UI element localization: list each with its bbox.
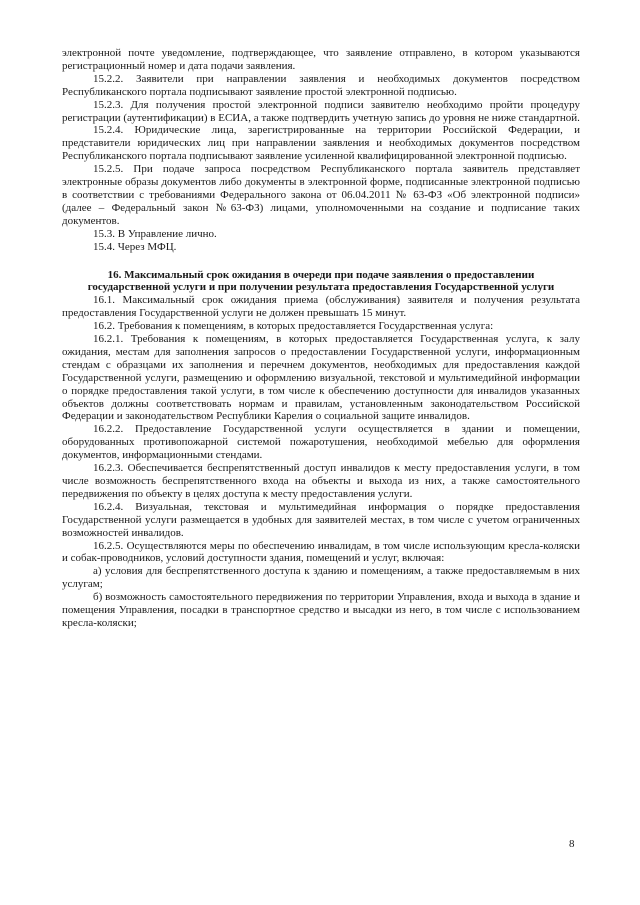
paragraph: 15.2.3. Для получения простой электронной подписи заявителю необходимо пройти процедуру регистрации (аутентификации) в ЕСИА, а также подтвердить учетную запись до уровня не ниже стандартной.: [62, 98, 580, 124]
paragraph: 16.2.5. Осуществляются меры по обеспечению инвалидам, в том числе использующим кресла-коляски и собак-проводников, условий доступности здания, помещений и услуг, включая:: [62, 539, 580, 565]
paragraph: 15.2.2. Заявители при направлении заявления и необходимых документов посредством Республиканского портала подписывают заявление простой электронной подписью.: [62, 72, 580, 98]
paragraphs-after-section: [62, 294, 580, 630]
paragraph: а) условия для беспрепятственного доступа к зданию и помещениям, а также предоставляемым в них услугам;: [62, 565, 580, 591]
paragraph: 16.2.2. Предоставление Государственной услуги осуществляется в здании и помещении, оборудованных противопожарной системой пожаротушения, необходимой мебелью для оформления документов, информационными стендами.: [62, 423, 580, 462]
paragraph: электронной почте уведомление, подтверждающее, что заявление отправлено, в котором указываются регистрационный номер и дата подачи заявления.: [62, 47, 580, 72]
paragraph: 16.2.4. Визуальная, текстовая и мультимедийная информация о порядке предоставления Государственной услуги размещается в удобных для заявителей местах, в том числе с учетом ограниченных возможностей инвалидов.: [62, 500, 580, 539]
page-number: 8: [569, 838, 575, 850]
paragraphs-before-section: [62, 47, 580, 254]
paragraph: 15.2.4. Юридические лица, зарегистрированные на территории Российской Федерации, и представители юридических лиц при направлении заявления и необходимых документов посредством Республиканского портала подписывают заявление усиленной квалифицированной электронной подписью.: [62, 124, 580, 163]
section-heading: 16. Максимальный срок ожидания в очереди при подаче заявления о предоставлении государственной услуги и при получении результата предоставления Государственной услуги: [87, 268, 555, 294]
paragraph: 16.1. Максимальный срок ожидания приема (обслуживания) заявителя и получения результата предоставления Государственной услуги не должен превышать 15 минут.: [62, 294, 580, 320]
paragraph: 15.2.5. При подаче запроса посредством Республиканского портала заявитель представляет электронные образы документов либо документы в электронной форме, подписанные электронной подписью в соответствии с требованиями Федерального закона от 06.04.2011 № 63-ФЗ «Об электронной подписи» (далее – Федеральный закон №63-ФЗ) лицами, уполномоченными на создание и подписание таких документов.: [62, 163, 580, 227]
paragraph: 16.2.1. Требования к помещениям, в которых предоставляется Государственная услуга, к залу ожидания, местам для заполнения запросов о предоставлении Государственной услуги, информационным стендам с образцами их заполнения и перечнем документов, необходимых для предоставления каждой Государственной услуги, размещению и оформлению визуальной, текстовой и мультимедийной информации о порядке предоставления такой услуги, в том числе к обеспечению доступности для инвалидов указанных объектов должны соответствовать нормам и правилам, установленным законодательством Российской Федерации и законодательством Республики Карелия о социальной защите инвалидов.: [62, 333, 580, 423]
paragraph: 15.4. Через МФЦ.: [93, 240, 177, 253]
paragraph: 16.2.3. Обеспечивается беспрепятственный доступ инвалидов к месту предоставления услуги, в том числе возможность беспрепятственного входа на объекты и выхода из них, а также самостоятельного передвижения по объекту в целях доступа к месту предоставления услуги.: [62, 462, 580, 500]
paragraph: 15.3. В Управление лично.: [93, 227, 217, 240]
paragraph: б) возможность самостоятельного передвижения по территории Управления, входа и выхода в здание и помещения Управления, посадки в транспортное средство и высадки из него, в том числе с использованием кресла-коляски;: [62, 591, 580, 629]
paragraph: 16.2. Требования к помещениям, в которых предоставляется Государственная услуга:: [93, 320, 494, 333]
document-page: [62, 47, 580, 630]
